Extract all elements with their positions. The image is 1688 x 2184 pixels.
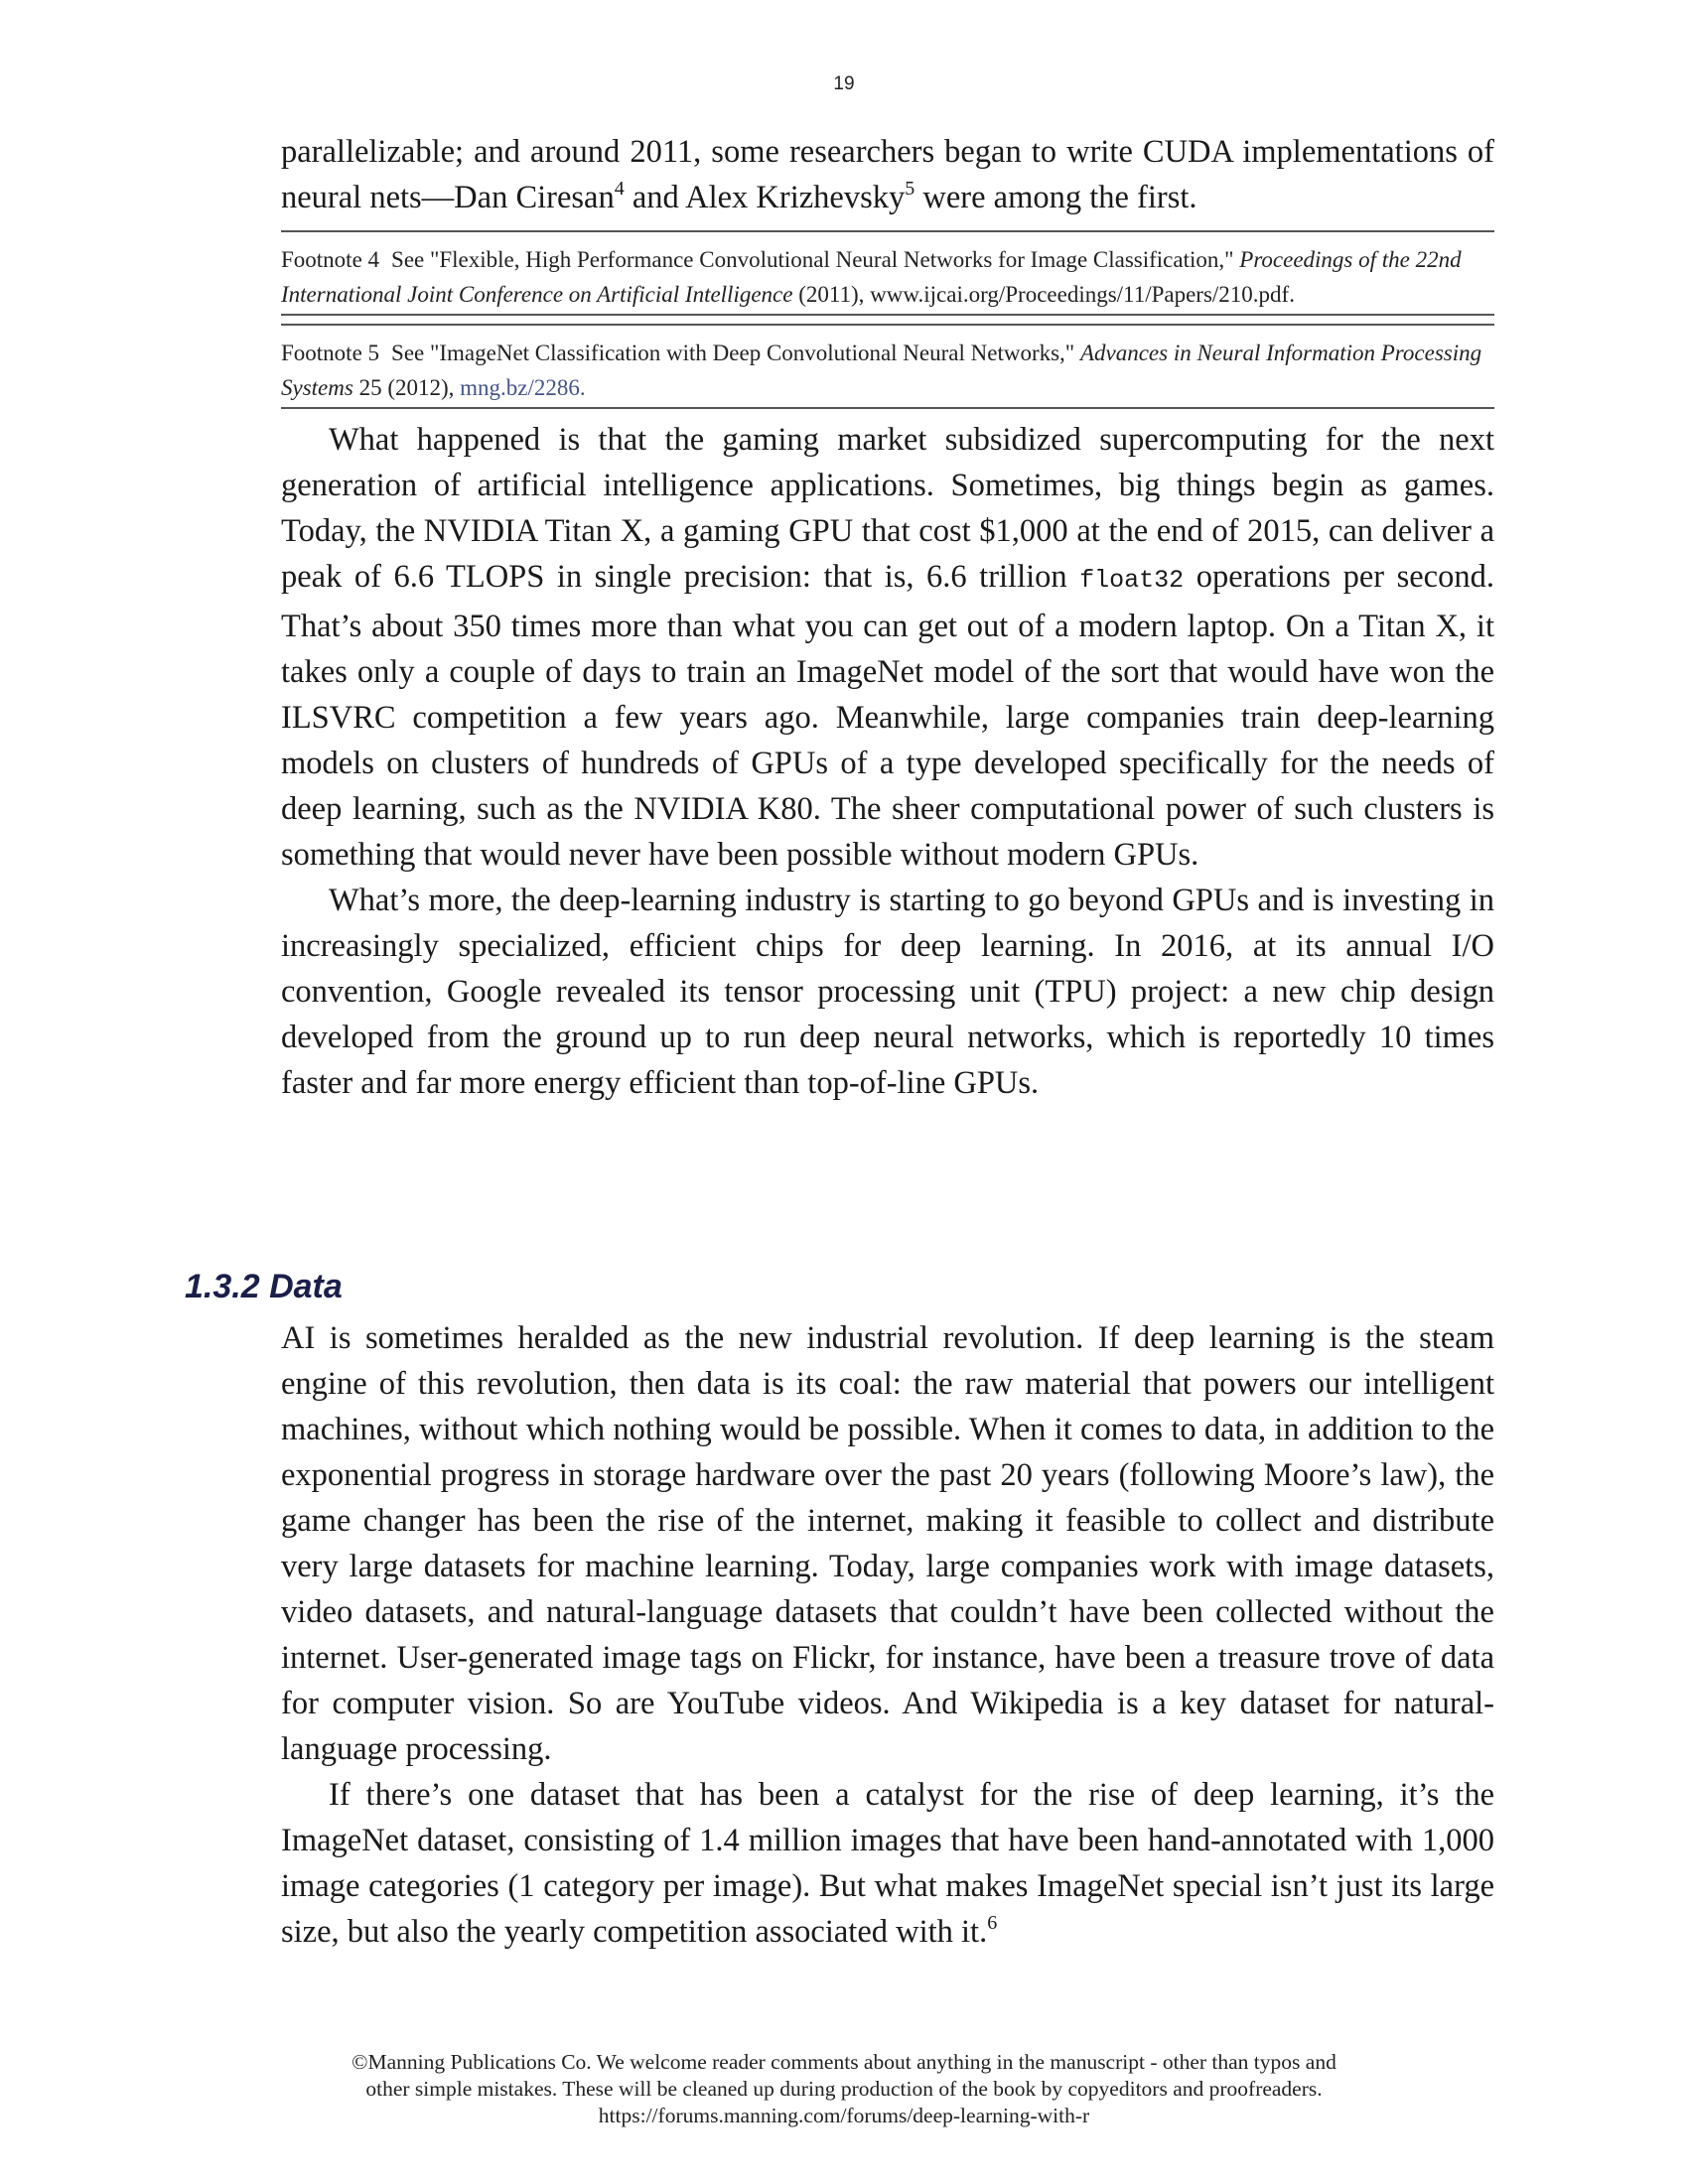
section-content <box>281 1315 1494 1955</box>
footnote-4-text-b: (2011), www.ijcai.org/Proceedings/11/Papers/210.pdf. <box>792 282 1295 307</box>
section-heading: 1.3.2 Data <box>185 1268 343 1305</box>
data-paragraph: AI is sometimes heralded as the new industrial revolution. If deep learning is the steam engine of this revolution, then data is its coal: the raw material that powers our intelligent machines, without which nothing would be possible. When it comes to data, in addition to the exponential progress in storage hardware over the past 20 years (following Moore’s law), the game changer has been the rise of the internet, making it feasible to collect and distribute very large datasets for machine learning. Today, large companies work with image datasets, video datasets, and natural-language datasets that couldn’t have been collected without the internet. User-generated image tags on Flickr, for instance, have been a treasure trove of data for computer vision. So are YouTube videos. And Wikipedia is a key dataset for natural-language processing. <box>281 1320 1494 1767</box>
para2-text-b: operations per second. That’s about 350 times more than what you can get out of a modern laptop. On a Titan X, it takes only a couple of days to train an ImageNet model of the sort that would have won the ILSVRC competition a few years ago. Meanwhile, large companies train deep-learning models on clusters of hundreds of GPUs of a type developed specifically for the needs of deep learning, such as the NVIDIA K80. The sheer computational power of such clusters is something that would never have been possible without modern GPUs. <box>281 559 1494 873</box>
footnote-5-italic: Advances in Neural Information Processing Systems <box>281 341 1482 400</box>
intro-paragraph <box>281 129 1494 220</box>
footnote-5-label: Footnote 5 <box>281 341 380 365</box>
footnote-4-italic: Proceedings of the 22nd International Joint Conference on Artificial Intelligence <box>281 247 1462 307</box>
intro-text-a: parallelizable; and around 2011, some researchers began to write CUDA implementations of neural nets—Dan Ciresan <box>281 134 1494 215</box>
intro-text-b: and Alex Krizhevsky <box>624 180 906 215</box>
footer-link[interactable]: https://forums.manning.com/forums/deep-learning-with-r <box>598 2104 1090 2127</box>
tpu-paragraph: What’s more, the deep-learning industry is starting to go beyond GPUs and is investing in increasingly specialized, efficient chips for deep learning. In 2016, at its annual I/O convention, Google revealed its tensor processing unit (TPU) project: a new chip design developed from the ground up to run deep neural networks, which is reportedly 10 times faster and far more energy efficient than top-of-line GPUs. <box>281 883 1494 1101</box>
footnote-4-text-a: See "Flexible, High Performance Convolutional Neural Networks for Image Classification," <box>391 247 1240 272</box>
footnote-5-text-a: See "ImageNet Classification with Deep Convolutional Neural Networks," <box>391 341 1080 365</box>
para5-text: If there’s one dataset that has been a catalyst for the rise of deep learning, it’s the ImageNet dataset, consisting of 1.4 million images that have been hand-annotated with 1,000 image categories (1 category per image). But what makes ImageNet special isn’t just its large size, but also the yearly competition associated with it. <box>281 1777 1494 1950</box>
intro-text-c: were among the first. <box>914 180 1197 215</box>
footnote-ref-6[interactable]: 6 <box>987 1912 998 1934</box>
footnote-ref-4[interactable]: 4 <box>614 178 625 200</box>
page-content <box>281 129 1494 1106</box>
para2-text-a: What happened is that the gaming market subsidized supercomputing for the next generation of artificial intelligence applications. Sometimes, big things begin as games. Today, the NVIDIA Titan X, a gaming GPU that cost $1,000 at the end of 2015, can deliver a peak of 6.6 TLOPS in single precision: that is, 6.6 trillion <box>281 422 1494 595</box>
page-number: 19 <box>833 73 855 94</box>
footer-line-1: ©Manning Publications Co. We welcome reader comments about anything in the manuscript - other than typos and <box>352 2050 1336 2074</box>
footnote-5 <box>281 324 1494 409</box>
footnote-4 <box>281 230 1494 316</box>
gpu-paragraph <box>281 417 1494 878</box>
footnote-4-label: Footnote 4 <box>281 247 380 272</box>
imagenet-paragraph <box>281 1772 1494 1955</box>
footnote-ref-5[interactable]: 5 <box>905 178 915 200</box>
footnote-5-link[interactable]: mng.bz/2286. <box>460 375 586 400</box>
footer-line-2: other simple mistakes. These will be cleaned up during production of the book by copyeditors and proofreaders. <box>365 2077 1323 2101</box>
footnote-5-text-b: 25 (2012), <box>352 375 461 400</box>
page-footer <box>0 2049 1688 2129</box>
float32-code: float32 <box>1079 566 1185 595</box>
